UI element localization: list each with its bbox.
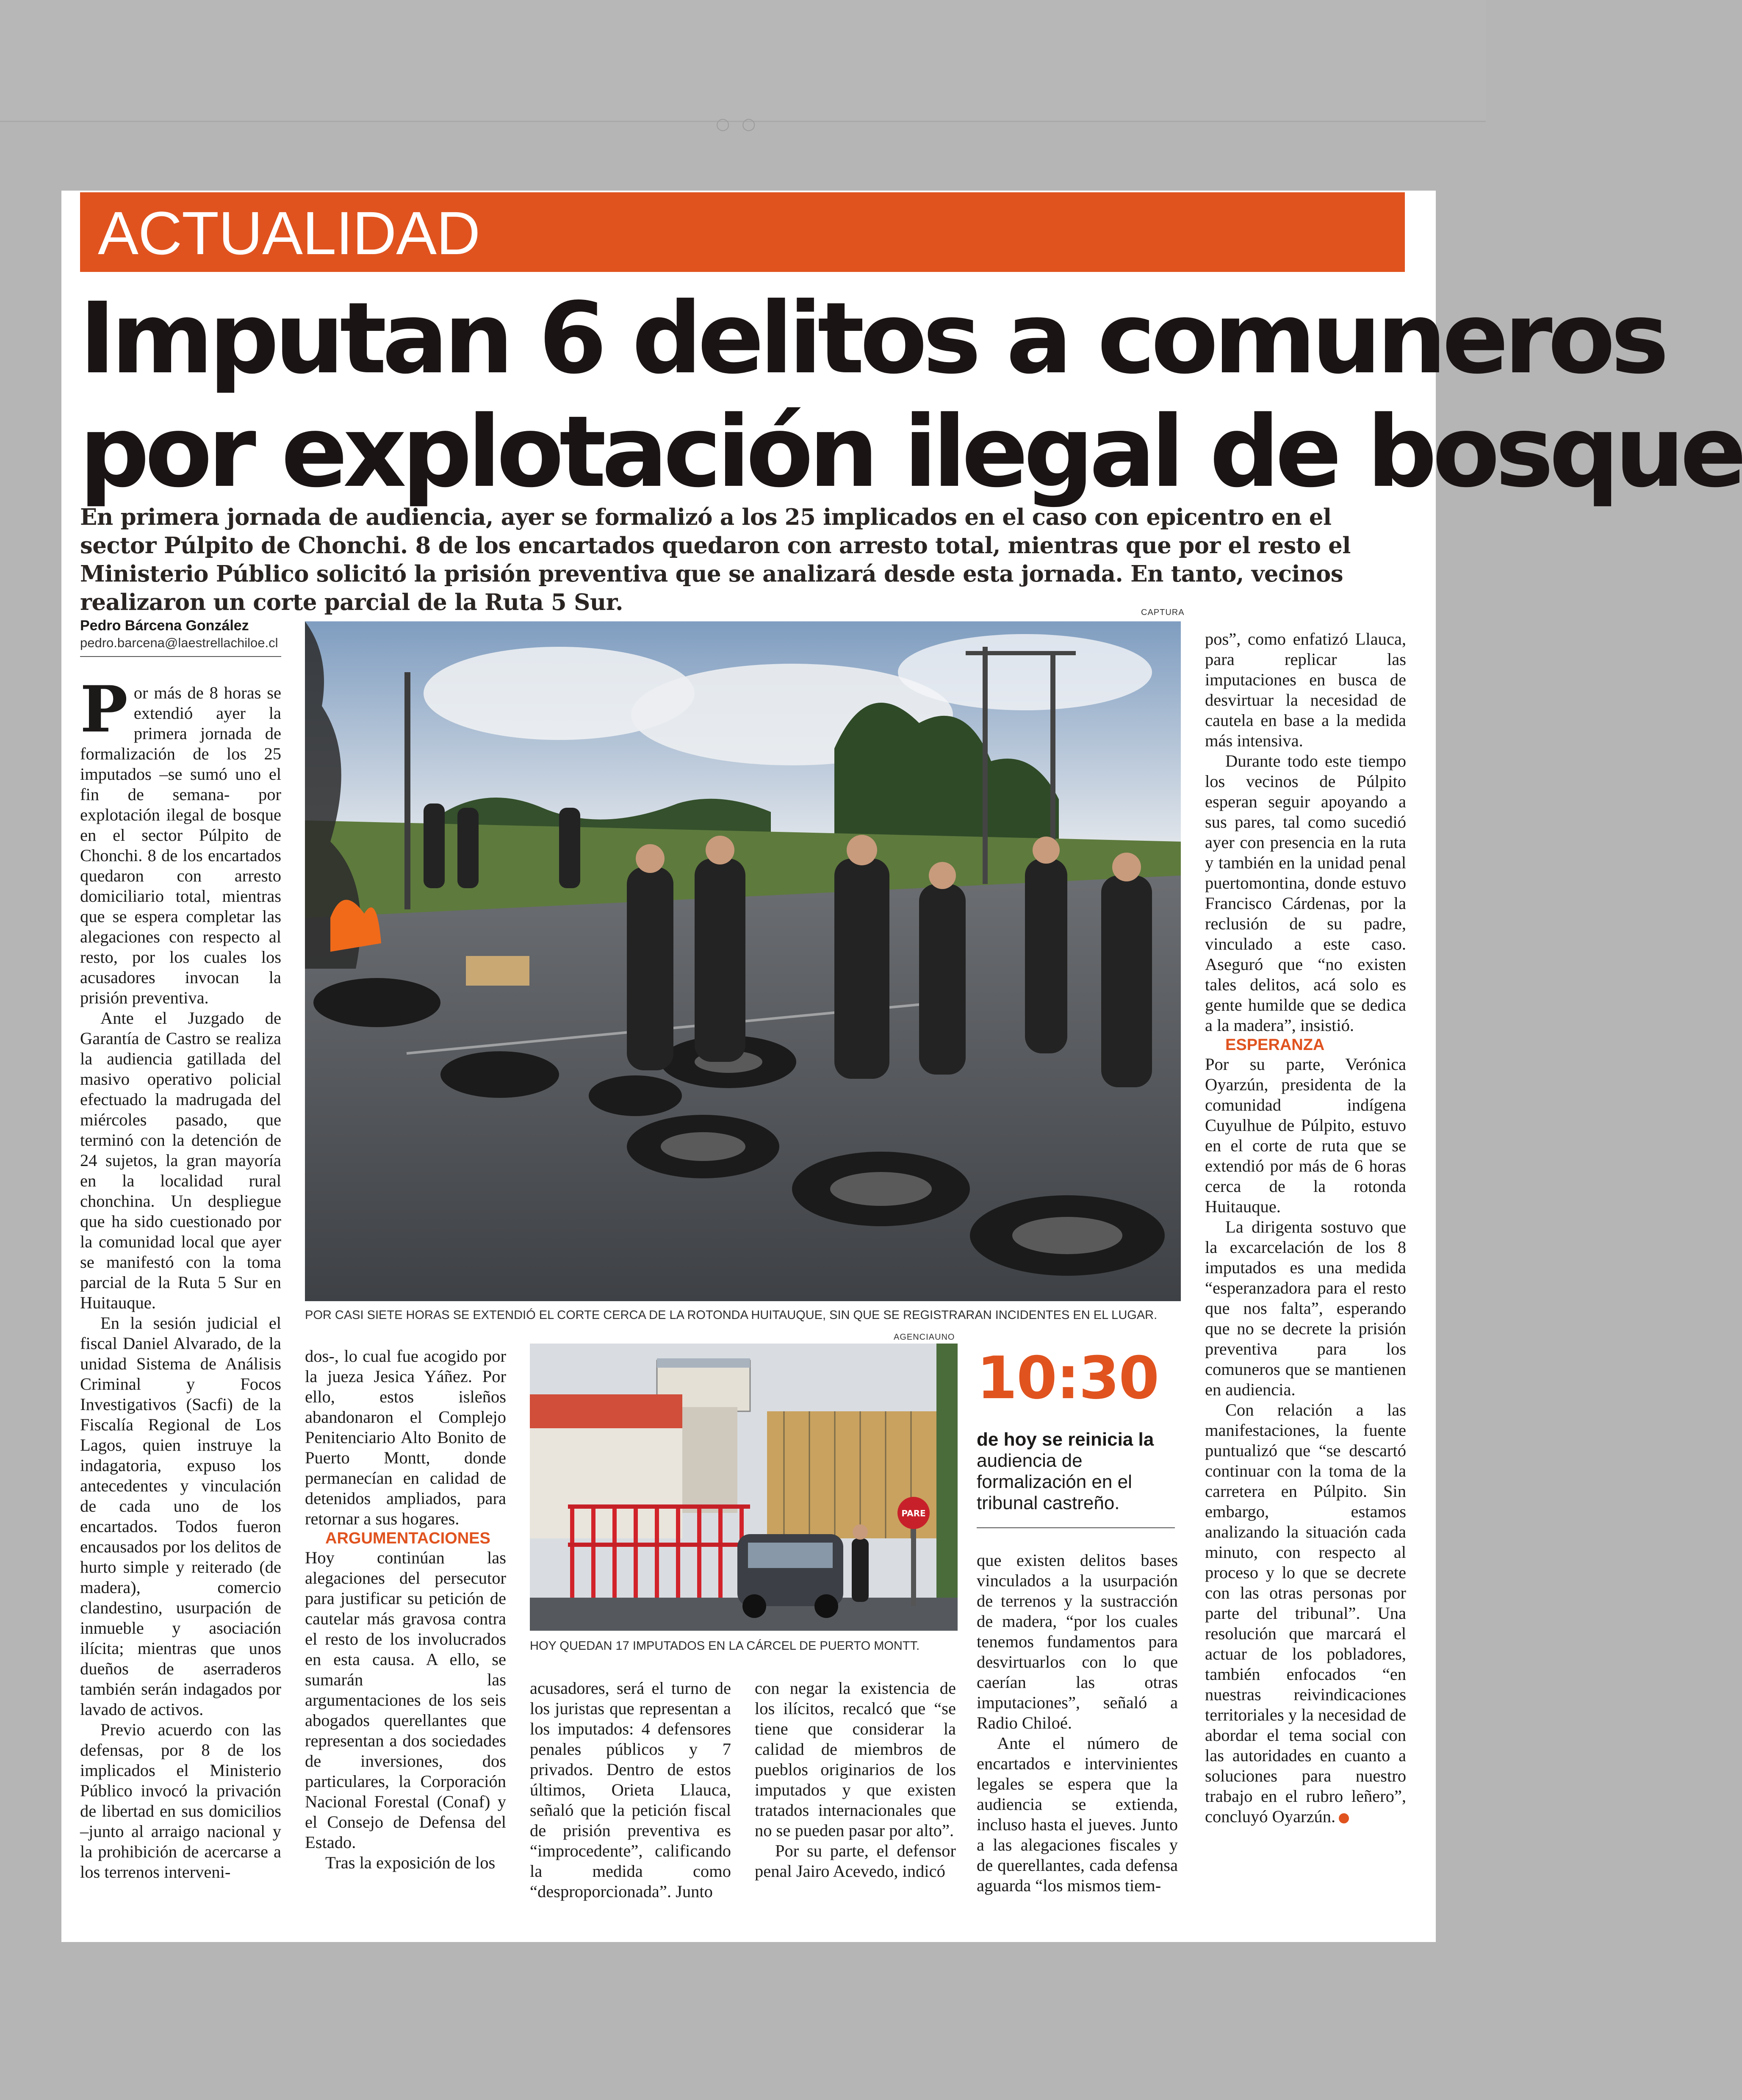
stat-description [977, 1429, 1175, 1528]
section-label: ACTUALIDAD [98, 199, 480, 267]
stat-number: 10:30 [977, 1344, 1159, 1412]
end-of-article-icon [1339, 1813, 1349, 1823]
col1-paragraph-4: Previo acuerdo con las defensas, por 8 de los implicados el Ministerio Público invocó la privación de libertad en sus domicilios –junto al arraigo nacional y la prohibición de acercarse a los terrenos interveni- [80, 1720, 281, 1881]
second-photo-caption: HOY QUEDAN 17 IMPUTADOS EN LA CÁRCEL DE PUERTO MONTT. [530, 1639, 920, 1653]
second-photo [530, 1344, 958, 1631]
stat-bold-text: de hoy se reinicia la [977, 1429, 1154, 1450]
byline [80, 616, 281, 657]
col2-paragraph-2: Hoy continúan las alegaciones del persecutor para justificar su petición de cautelar más gravosa contra el resto de los involucrados en esta causa. A ello, se sumarán las argumentaciones de los seis abogados querellantes que representan a dos sociedades de inversiones, dos particulares, la Corporación Nacional Forestal (Conaf) y el Consejo de Defensa del Estado. [305, 1548, 506, 1852]
road-blockade-illustration [305, 621, 1181, 1301]
col6-paragraph-1: pos”, como enfatizó Llauca, para replicar las imputaciones en busca de desvirtuar la necesidad de cautela en base a la medida más intensiva. [1205, 629, 1406, 750]
col4-paragraph-2: Por su parte, el defensor penal Jairo Acevedo, indicó [755, 1841, 956, 1881]
stat-callout [977, 1344, 1175, 1528]
author-name: Pedro Bárcena González [80, 618, 249, 634]
col6-paragraph-3: Por su parte, Verónica Oyarzún, presidenta de la comunidad indígena Cuyulhue de Púlpito, estuvo en el corte de ruta que se extendió por más de 6 horas cerca de la rotonda Huitauque. [1205, 1055, 1406, 1216]
author-email[interactable]: pedro.barcena@laestrellachiloe.cl [80, 635, 278, 650]
col2-subhead: ARGUMENTACIONES [325, 1529, 490, 1547]
page-indicator[interactable]: ○○ [716, 114, 768, 133]
col3-paragraph-1: acusadores, será el turno de los juristas que representan a los imputados: 4 defensores penales públicos y 7 privados. Dentro de estos últimos, Orieta Llauca, señaló que la petición fiscal de prisión preventiva es “improcedente”, calificando la medida como “desproporcionada”. Junto [530, 1679, 731, 1901]
col1-paragraph-2: Ante el Juzgado de Garantía de Castro se realiza la audiencia gatillada del masivo operativo policial efectuado la madrugada del miércoles pasado, que terminó con la detención de 24 sujetos, la gran mayoría en la localidad rural chonchina. Un despliegue que ha sido cuestionado por la comunidad local que ayer se manifestó con la toma parcial de la Ruta 5 Sur en Huitauque. [80, 1008, 281, 1312]
col6-subhead: ESPERANZA [1225, 1036, 1325, 1054]
deck-summary: En primera jornada de audiencia, ayer se formalizó a los 25 implicados en el caso con epicentro en el sector Púlpito de Chonchi. 8 de los encartados quedaron con arresto total, mientras que por el resto el Ministerio Público solicitó la prisión preventiva que se analizará desde esta jornada. En tanto, vecinos realizaron un corte parcial de la Ruta 5 Sur. [80, 504, 1351, 615]
col2-paragraph-3: Tras la exposición de los [325, 1853, 496, 1872]
col6-paragraph-5: Con relación a las manifestaciones, la fuente puntualizó que “se descartó continuar con la toma de la carretera en Púlpito. Sin embargo, estamos analizando la situación cada minuto, con respecto al proceso y lo que se decrete con las otras personas por parte del tribunal”. Una resolución que marcará el actuar de los pobladores, también enfocados “en nuestras reivindicaciones territoriales y la necesidad de abordar el tema social con las autoridades en cuanto a soluciones para nuestro trabajo en el rubro leñero”, concluyó Oyarzún. [1205, 1400, 1406, 1826]
col5-paragraph-1: que existen delitos bases vinculados a la usurpación de terrenos y la sustracción de madera, “por los cuales tenemos fundamentos para desvirtuarlos con lo que caerían las otras imputaciones”, señaló a Radio Chiloé. [977, 1551, 1178, 1732]
viewer-top-bar [0, 0, 1486, 122]
col4-paragraph-1: con negar la existencia de los ilícitos, recalcó que “se tiene que considerar la calidad de miembros de pueblos originarios de los imputados y que existen tratados internacionales que no se pueden pasar por alto”. [755, 1679, 956, 1840]
headline-line-1: Imputan 6 delitos a comuneros [79, 281, 1665, 396]
main-photo-caption: POR CASI SIETE HORAS SE EXTENDIÓ EL CORTE CERCA DE LA ROTONDA HUITAUQUE, SIN QUE SE REGISTRARAN INCIDENTES EN EL LUGAR. [305, 1308, 1158, 1322]
col5-paragraph-2: Ante el número de encartados e intervinientes legales se espera que la audiencia se extienda, incluso hasta el jueves. Junto a las alegaciones fiscales y de querellantes, cada defensa aguarda “los mismos tiem- [977, 1734, 1178, 1895]
column-3 [530, 1678, 731, 1907]
main-photo-credit: CAPTURA [1141, 608, 1185, 617]
headline [79, 281, 1742, 509]
col1-paragraph-3: En la sesión judicial el fiscal Daniel Alvarado, de la unidad Sistema de Análisis Criminal y Focos Investigativos (Sacfi) de la Fiscalía Regional de Los Lagos, quien instruye la indagatoria, expuso los antecedentes y vinculación de cada uno de los encartados. Todos fueron encausados por los delitos de hurto simple y reiterado (de madera), comercio clandestino, usurpación de inmueble y asociación ilícita; mientras que unos dueños de aserraderos también serán indagados por lavado de activos. [80, 1313, 281, 1719]
main-photo [305, 621, 1181, 1301]
col6-paragraph-2: Durante todo este tiempo los vecinos de Púlpito esperan seguir apoyando a sus pares, tal como sucedió ayer con presencia en la ruta y también en la unidad penal puertomontina, donde estuvo Francisco Cárdenas, por la reclusión de su padre, vinculado a este caso. Aseguró que “no existen tales delitos, acá solo es gente humilde que se dedica a la madera”, insistió. [1205, 751, 1406, 1035]
headline-line-2: por explotación ilegal de bosque [79, 395, 1742, 509]
col6-paragraph-4: La dirigenta sostuvo que la excarcelación de los 8 imputados es una medida “esperanzadora para el resto que nos falta”, esperando que no se decrete la prisión preventiva para los comuneros que se mantienen en audiencia. [1205, 1217, 1406, 1399]
column-1 [80, 672, 281, 1898]
col1-paragraph-1: Por más de 8 horas se extendió ayer la primera jornada de formalización de los 25 imputados –se sumó uno el fin de semana- por explotación ilegal de bosque en el sector Púlpito de Chonchi. 8 de los encartados quedaron con arresto domiciliario total, mientras que se espera completar las alegaciones con respecto al resto, por los cuales los acusadores invocan la prisión preventiva. [80, 672, 281, 1007]
second-photo-credit: AGENCIAUNO [894, 1333, 955, 1342]
column-5 [977, 1550, 1178, 1906]
stop-sign-text: PARE [901, 1508, 926, 1518]
prison-entrance-illustration [530, 1344, 958, 1631]
stat-rest-text: audiencia de formalización en el tribunal castreño. [977, 1450, 1132, 1513]
newspaper-page [61, 191, 1742, 1942]
col2-paragraph-1: dos-, lo cual fue acogido por la jueza Jesica Yáñez. Por ello, estos isleños abandonaron el Complejo Penitenciario Alto Bonito de Puerto Montt, donde permanecían en calidad de detenidos ampliados, para retornar a sus hogares. [305, 1346, 506, 1528]
section-banner [80, 192, 1405, 272]
drop-cap: P [80, 672, 128, 747]
column-2 [305, 1346, 506, 1905]
column-4 [755, 1678, 956, 1907]
column-6 [1205, 629, 1406, 1908]
